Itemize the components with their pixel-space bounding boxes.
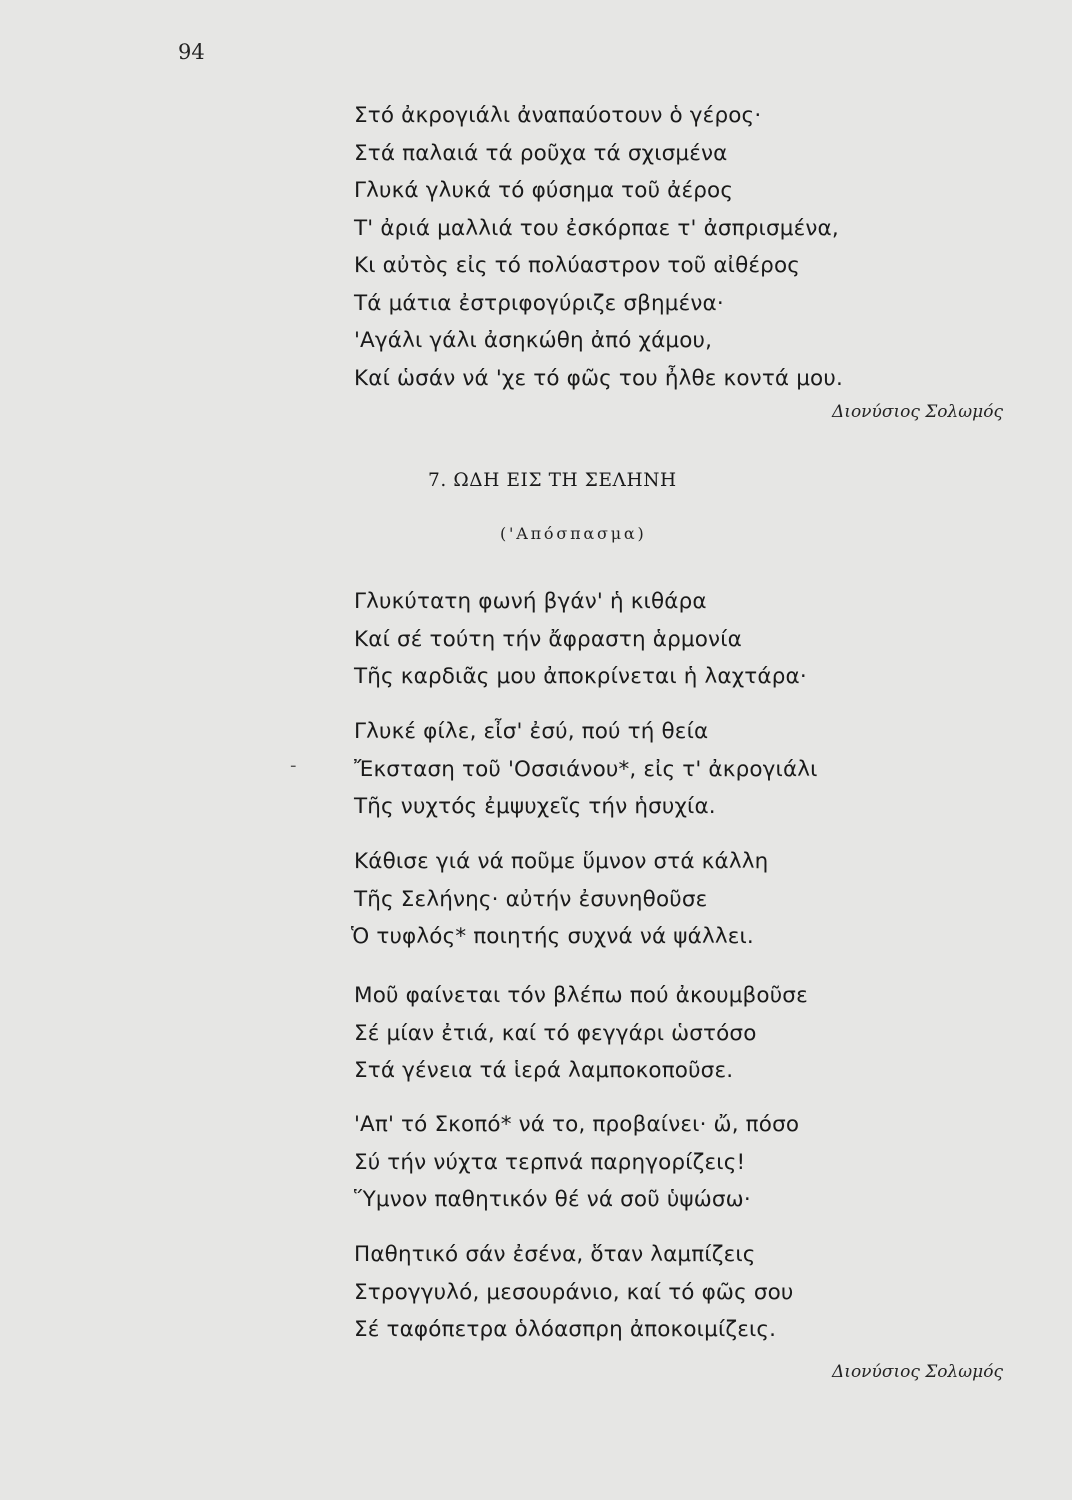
poem1-line: Τά μάτια ἐστριφογύριζε σβημένα· [354, 290, 724, 316]
poem2-line: Στρογγυλό, μεσουράνιο, καί τό φῶς σου [354, 1279, 794, 1305]
poem2-stanza [354, 713, 818, 826]
poem2-stanza [351, 843, 769, 956]
poem2-stanza [354, 977, 808, 1090]
poem2-line: Κάθισε γιά νά ποῦμε ὕμνον στά κάλλη [354, 849, 769, 874]
poem1-author: Διονύσιος Σολωμός [832, 402, 1003, 422]
poem-title: 7. ΩΔΗ ΕΙΣ ΤΗ ΣΕΛΗΝΗ [428, 470, 677, 491]
poem2-line: Παθητικό σάν ἐσένα, ὅταν λαμπίζεις [354, 1242, 756, 1267]
poem1-line: 'Αγάλι γάλι ἀσηκώθη ἀπό χάμου, [354, 328, 713, 353]
poem2-line: Γλυκέ φίλε, εἶσ' ἐσύ, πού τή θεία [354, 719, 709, 744]
poem2-line: Τῆς καρδιᾶς μου ἀποκρίνεται ἡ λαχτάρα· [354, 664, 807, 689]
poem2-line: Σέ μίαν ἐτιά, καί τό φεγγάρι ὡστόσο [354, 1020, 757, 1046]
poem2-stanza [354, 1106, 799, 1219]
poem1-line: Γλυκά γλυκά τό φύσημα τοῦ ἀέρος [354, 178, 734, 203]
margin-mark: - [290, 755, 297, 776]
poem2-line: Σέ ταφόπετρα ὁλόασπρη ἀποκοιμίζεις. [354, 1317, 777, 1342]
poem1-line: Κι αὐτὸς εἰς τό πολύαστρον τοῦ αἰθέρος [354, 253, 801, 278]
poem2-line: Τῆς νυχτός ἐμψυχεῖς τήν ἡσυχία. [354, 794, 716, 819]
page-number: 94 [178, 40, 205, 64]
poem2-author: Διονύσιος Σολωμός [832, 1362, 1003, 1382]
poem1-line: Καί ὡσάν νά 'χε τό φῶς του ἦλθε κοντά μου. [354, 365, 843, 391]
poem2-line: 'Απ' τό Σκοπό* νά το, προβαίνει· ὤ, πόσο [354, 1112, 800, 1137]
poem-subtitle: ('Απόσπασμα) [500, 524, 647, 543]
poem2-line: Γλυκύτατη φωνή βγάν' ἡ κιθάρα [354, 589, 707, 614]
poem2-line: Ἔκσταση τοῦ 'Οσσιάνου*, εἰς τ' ἀκρογιάλι [354, 756, 818, 782]
poem2-line: Ὁ τυφλός* ποιητής συχνά νά ψάλλει. [351, 924, 754, 949]
poem1-line: Τ' ἀριά μαλλιά του ἐσκόρπαε τ' ἀσπρισμένα, [354, 215, 839, 241]
poem2-line: Στά γένεια τά ἱερά λαμποκοποῦσε. [354, 1058, 734, 1083]
poem2-stanza [354, 583, 807, 696]
poem2-line: Σύ τήν νύχτα τερπνά παρηγορίζεις! [354, 1149, 746, 1175]
poem2-line: Τῆς Σελήνης· αὐτήν ἐσυνηθοῦσε [354, 886, 708, 912]
poem1-stanza [354, 97, 843, 397]
poem2-stanza [354, 1236, 794, 1349]
poem1-line: Στό ἀκρογιάλι ἀναπαύοτουν ὁ γέρος· [354, 103, 762, 128]
poem2-line: Ὕμνον παθητικόν θέ νά σοῦ ὑψώσω· [354, 1187, 751, 1212]
poem2-line: Μοῦ φαίνεται τόν βλέπω πού ἀκουμβοῦσε [354, 983, 808, 1008]
poem1-line: Στά παλαιά τά ροῦχα τά σχισμένα [354, 140, 728, 166]
poem2-line: Καί σέ τούτη τήν ἄφραστη ἁρμονία [354, 626, 742, 652]
